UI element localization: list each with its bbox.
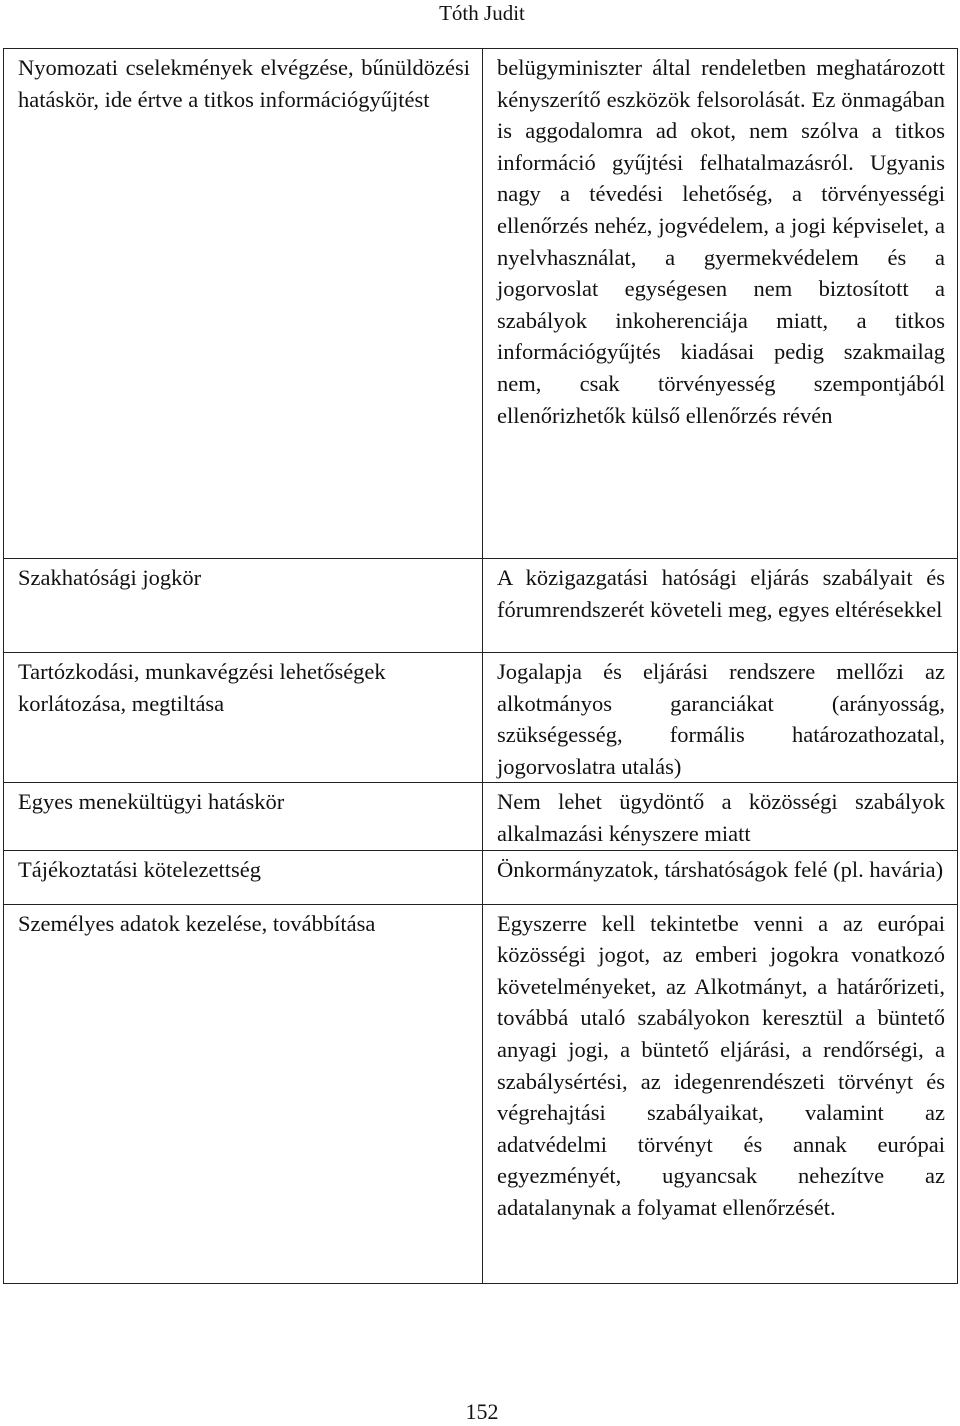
content-table <box>3 48 958 1284</box>
topic-cell: Szakhatósági jogkör <box>4 559 483 653</box>
comment-cell: A közigazgatási hatósági eljárás szabályait és fórumrendszerét követeli meg, egyes eltérésekkel <box>483 559 958 653</box>
topic-cell: Egyes menekültügyi hatáskör <box>4 783 483 850</box>
table-row <box>4 653 958 783</box>
page-number <box>0 1398 960 1426</box>
page-number-text: 152 <box>465 1399 499 1424</box>
comment-cell: Egyszerre kell tekintetbe venni a az európai közösségi jogot, az emberi jogokra vonatkozó követelményeket, az Alkotmányt, a határőrizeti, továbbá utaló szabályokon keresztül a büntető anyagi jogi, a büntető eljárási, a rendőrségi, a szabálysértési, az idegenrendészeti törvényt és végrehajtási szabályaikat, valamint az adatvédelmi törvényt és annak európai egyezményét, ugyancsak nehezítve az adatalanynak a folyamat ellenőrzését. <box>483 904 958 1283</box>
topic-cell: Személyes adatok kezelése, továbbítása <box>4 904 483 1283</box>
author-name: Tóth Judit <box>439 1 525 25</box>
running-header <box>0 0 960 26</box>
table-row <box>4 850 958 904</box>
comment-cell: belügyminiszter által rendeletben meghatározott kényszerítő eszközök felsorolását. Ez önmagában is aggodalomra ad okot, nem szólva a titkos információ gyűjtési felhatalmazásról. Ugyanis nagy a tévedési lehetőség, a törvényességi ellenőrzés nehéz, jogvédelem, a jogi képviselet, a nyelvhasználat, a gyermekvédelem és a jogorvoslat egységesen nem biztosított a szabályok inkoherenciája miatt, a titkos információgyűjtés kiadásai pedig szakmailag nem, csak törvényesség szempontjából ellenőrizhetők külső ellenőrzés révén <box>483 49 958 559</box>
comment-cell: Önkormányzatok, társhatóságok felé (pl. havária) <box>483 850 958 904</box>
table-row <box>4 904 958 1283</box>
table-row <box>4 783 958 850</box>
comment-cell: Jogalapja és eljárási rendszere mellőzi az alkotmányos garanciákat (arányosság, szükségesség, formális határozathozatal, jogorvoslatra utalás) <box>483 653 958 783</box>
table-row <box>4 559 958 653</box>
topic-cell: Nyomozati cselekmények elvégzése, bűnüldözési hatáskör, ide értve a titkos információgyűjtést <box>4 49 483 559</box>
table-row <box>4 49 958 559</box>
topic-cell: Tartózkodási, munkavégzési lehetőségek korlátozása, megtiltása <box>4 653 483 783</box>
topic-cell: Tájékoztatási kötelezettség <box>4 850 483 904</box>
comment-cell: Nem lehet ügydöntő a közösségi szabályok alkalmazási kényszere miatt <box>483 783 958 850</box>
